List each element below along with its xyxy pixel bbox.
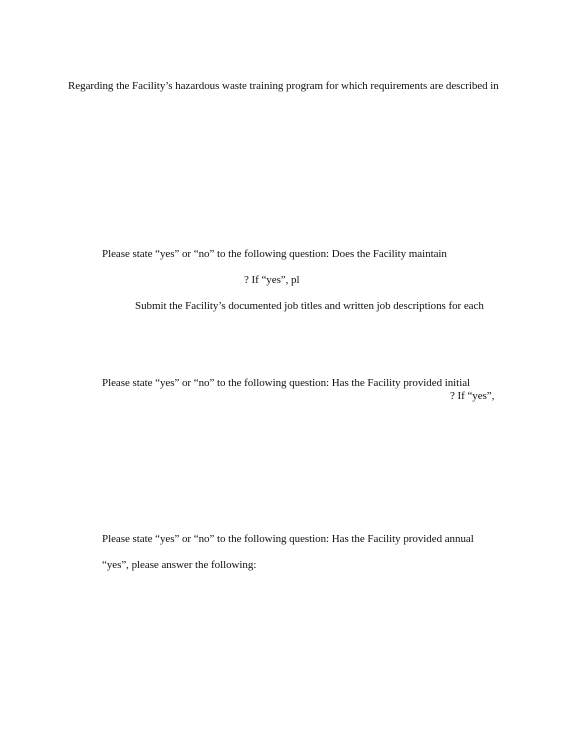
question-3-prompt: Please state “yes” or “no” to the following question: Has the Facility provided annual: [102, 533, 474, 545]
intro-paragraph: Regarding the Facility’s hazardous waste training program for which requirements are described in: [68, 80, 499, 92]
question-3-continuation: “yes”, please answer the following:: [102, 559, 257, 571]
question-2-continuation: ? If “yes”,: [450, 390, 495, 402]
question-1-submit-instruction: Submit the Facility’s documented job titles and written job descriptions for each: [135, 300, 484, 312]
question-1-continuation: ? If “yes”, pl: [244, 274, 300, 286]
question-1-prompt: Please state “yes” or “no” to the following question: Does the Facility maintain: [102, 248, 447, 260]
question-2-prompt: Please state “yes” or “no” to the following question: Has the Facility provided initial: [102, 377, 471, 389]
